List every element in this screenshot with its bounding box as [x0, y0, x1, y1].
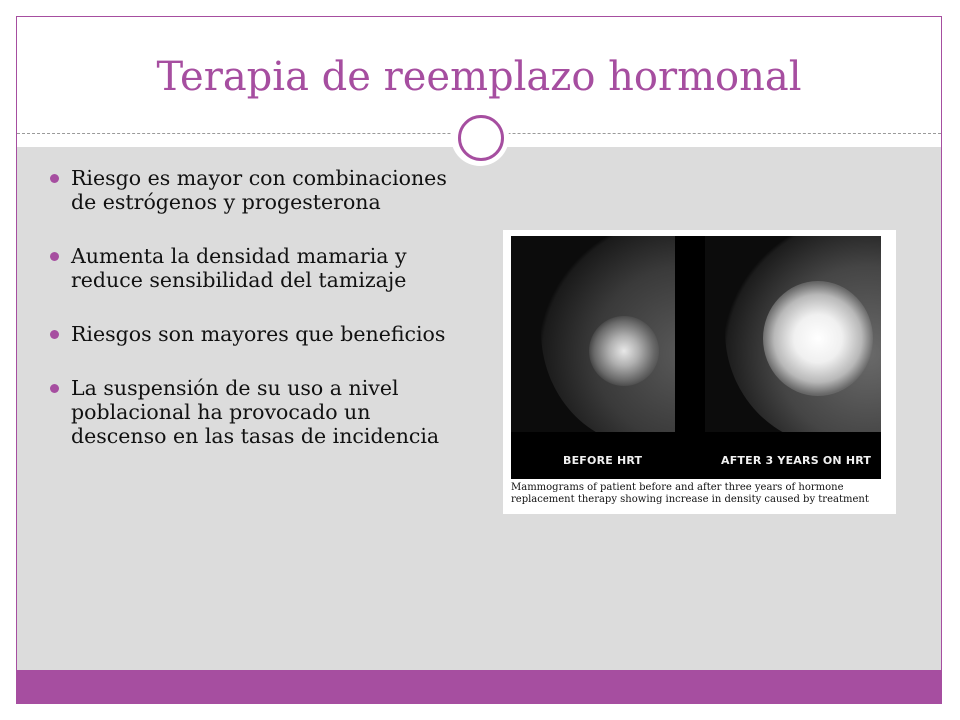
bullet-dot-icon	[50, 330, 59, 339]
bullet-text: Riesgo es mayor con combinaciones de estrógenos y progesterona	[71, 166, 447, 214]
bullet-item	[48, 322, 468, 346]
before-hrt-label: BEFORE HRT	[563, 454, 643, 467]
footer-bar	[17, 670, 941, 704]
mammogram-figure	[503, 230, 896, 514]
mammogram-image	[511, 236, 881, 479]
after-hrt-label: AFTER 3 YEARS ON HRT	[721, 454, 872, 467]
dense-tissue-after	[763, 281, 873, 396]
bullet-item	[48, 166, 468, 214]
figure-caption: Mammograms of patient before and after three years of hormone replacement therapy showing increase in density caused by treatment	[511, 482, 869, 505]
slide-title: Terapia de reemplazo hormonal	[156, 54, 802, 100]
bullet-list	[48, 166, 468, 478]
bullet-text: La suspensión de su uso a nivel poblacional ha provocado un descenso en las tasas de incidencia	[71, 376, 440, 448]
decorative-circle-icon	[458, 115, 504, 161]
bullet-item	[48, 376, 468, 448]
bullet-text: Riesgos son mayores que beneficios	[71, 322, 446, 346]
bullet-dot-icon	[50, 384, 59, 393]
bullet-dot-icon	[50, 174, 59, 183]
bullet-dot-icon	[50, 252, 59, 261]
dense-tissue-before	[589, 316, 659, 386]
bullet-item	[48, 244, 468, 292]
bullet-text: Aumenta la densidad mamaria y reduce sensibilidad del tamizaje	[71, 244, 407, 292]
